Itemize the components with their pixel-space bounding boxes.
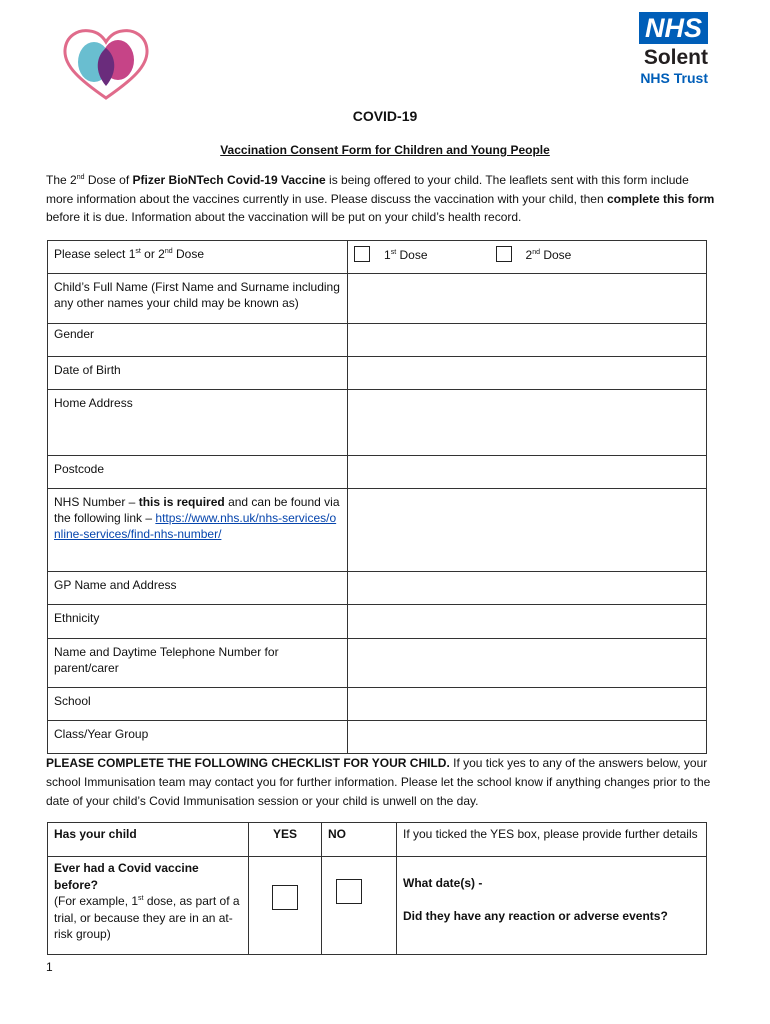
postcode-row [48,456,707,489]
col-has-your-child: Has your child [48,823,249,857]
second-dose-checkbox[interactable] [496,246,512,262]
org-name: Solent [643,46,708,69]
gender-input[interactable] [348,324,707,357]
parent-label: Name and Daytime Telephone Number for parent/carer [48,639,348,688]
nhs-number-input[interactable] [348,489,707,572]
dose-label: Please select 1st or 2nd Dose [48,241,348,274]
gp-label: GP Name and Address [48,572,348,605]
heart-logo-icon [60,26,152,102]
postcode-input[interactable] [348,456,707,489]
ethnicity-input[interactable] [348,605,707,639]
checklist-table [47,822,707,955]
q1-no-cell [322,857,397,955]
address-input[interactable] [348,390,707,456]
school-label: School [48,688,348,721]
class-label: Class/Year Group [48,721,348,754]
child-name-row [48,274,707,324]
nhs-solent-logo [622,12,708,86]
q1-row [48,857,707,955]
child-name-label: Child’s Full Name (First Name and Surname including any other names your child may be known as) [48,274,348,324]
page-title: COVID-19 [352,108,418,124]
school-row [48,688,707,721]
parent-input[interactable] [348,639,707,688]
child-name-input[interactable] [348,274,707,324]
postcode-label: Postcode [48,456,348,489]
nhs-number-row [48,489,707,572]
gp-row [48,572,707,605]
class-input[interactable] [348,721,707,754]
nhs-badge: NHS [639,12,708,44]
q1-yes-cell [249,857,322,955]
col-yes: YES [249,823,322,857]
intro-paragraph: The 2nd Dose of Pfizer BioNTech Covid-19 Vaccine is being offered to your child. The leaflets sent with this form include more information about the vaccines currently in use. Please discuss the vaccination with your child, then complete this form before it is due. Information about the vaccination will be put on your child’s health record. [46,173,715,224]
checklist-header-row [48,823,707,857]
org-sub: NHS Trust [640,70,708,86]
q1-details[interactable] [397,857,707,955]
school-input[interactable] [348,688,707,721]
dob-input[interactable] [348,357,707,390]
ethnicity-label: Ethnicity [48,605,348,639]
reaction-label: Did they have any reaction or adverse events? [403,909,668,923]
consent-form-table [47,240,707,754]
class-row [48,721,707,754]
dob-row [48,357,707,390]
dose-options [348,241,707,274]
dob-label: Date of Birth [48,357,348,390]
gender-label: Gender [48,324,348,357]
address-row [48,390,707,456]
dose-row [48,241,707,274]
nhs-number-link[interactable]: https://www.nhs.uk/nhs-services/online-services/find-nhs-number/ [54,511,337,541]
address-label: Home Address [48,390,348,456]
second-dose-label: 2nd Dose [525,248,572,262]
q1-yes-checkbox[interactable] [272,885,298,910]
ethnicity-row [48,605,707,639]
col-details: If you ticked the YES box, please provide further details [397,823,707,857]
page-number: 1 [46,960,53,974]
gp-input[interactable] [348,572,707,605]
q1-no-checkbox[interactable] [336,879,362,904]
nhs-number-label: NHS Number – this is required and can be found via the following link – https://www.nhs.uk/nhs-services/online-services/find-nhs-number/ [48,489,348,572]
parent-row [48,639,707,688]
gender-row [48,324,707,357]
checklist-instructions: PLEASE COMPLETE THE FOLLOWING CHECKLIST FOR YOUR CHILD. If you tick yes to any of the answers below, your school Immunisation team may contact you for further information. Please let the school know if anything changes prior to the date of your child’s Covid Immunisation session or your child is unwell on the day. [46,756,711,808]
page-subtitle: Vaccination Consent Form for Children and Young People [220,143,550,157]
what-dates-label: What date(s) - [403,876,483,890]
col-no: NO [322,823,397,857]
first-dose-checkbox[interactable] [354,246,370,262]
first-dose-label: 1st Dose [384,248,428,262]
q1-question: Ever had a Covid vaccine before? (For example, 1st dose, as part of a trial, or because they are in an at-risk group) [48,857,249,955]
